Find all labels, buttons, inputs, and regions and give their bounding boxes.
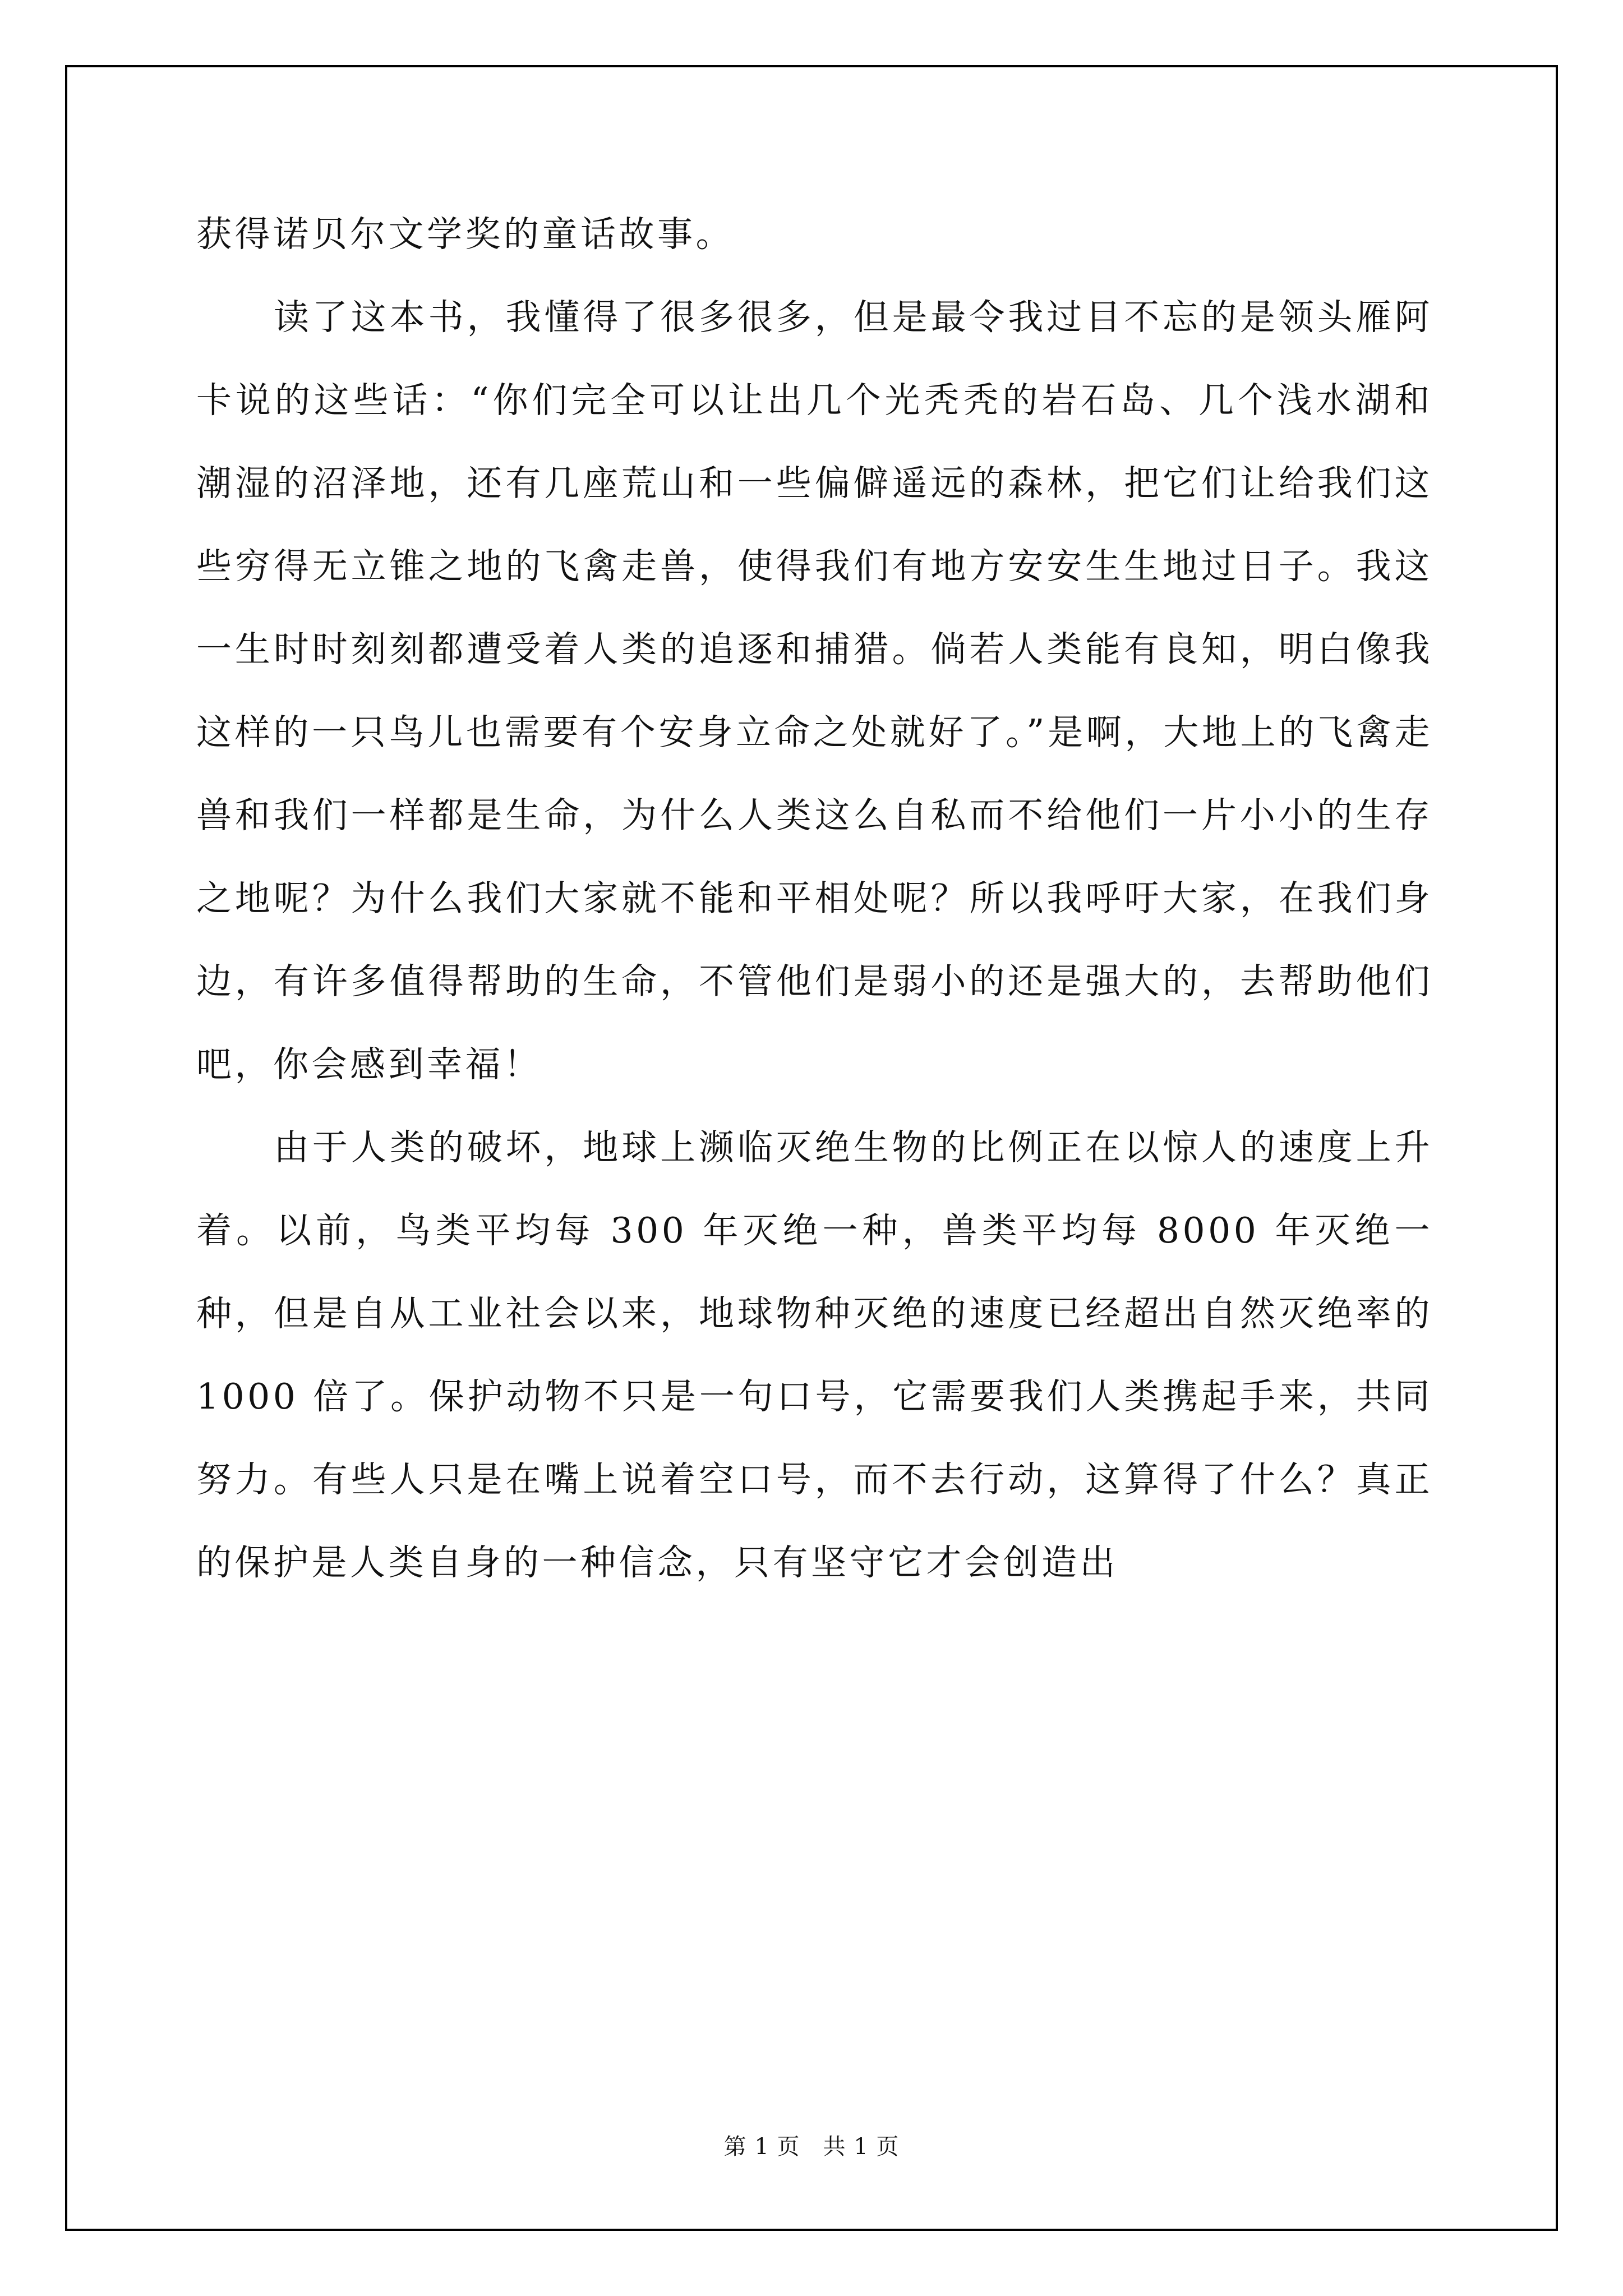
paragraph-3: 由于人类的破坏，地球上濒临灭绝生物的比例正在以惊人的速度上升着。以前，鸟类平均每 300 年灭绝一种，兽类平均每 8000 年灭绝一种，但是自从工业社会以来，地球物种灭绝的速度已经超出自然灭绝率的 1000 倍了。保护动物不只是一句口号，它需要我们人类携起手来，共同努力。有些人只是在嘴上说着空口号，而不去行动，这算得了什么？真正的保护是人类自身的一种信念，只有坚守它才会创造出	[196, 1127, 1433, 1583]
paragraph-1: 获得诺贝尔文学奖的童话故事。	[196, 214, 734, 255]
page-footer: 第 1 页 共 1 页	[723, 2134, 900, 2160]
paragraph-2: 读了这本书，我懂得了很多很多，但是最令我过目不忘的是领头雁阿卡说的这些话：“你们完全可以让出几个光秃秃的岩石岛、几个浅水湖和潮湿的沼泽地，还有几座荒山和一些偏僻遥远的森林，把它们让给我们这些穷得无立锥之地的飞禽走兽，使得我们有地方安安生生地过日子。我这一生时时刻刻都遭受着人类的追逐和捕猎。倘若人类能有良知，明白像我这样的一只鸟儿也需要有个安身立命之处就好了。”是啊，大地上的飞禽走兽和我们一样都是生命，为什么人类这么自私而不给他们一片小小的生存之地呢？为什么我们大家就不能和平相处呢？所以我呼吁大家，在我们身边，有许多值得帮助的生命，不管他们是弱小的还是强大的，去帮助他们吧，你会感到幸福！	[196, 297, 1433, 1085]
document-body	[196, 193, 1433, 1604]
